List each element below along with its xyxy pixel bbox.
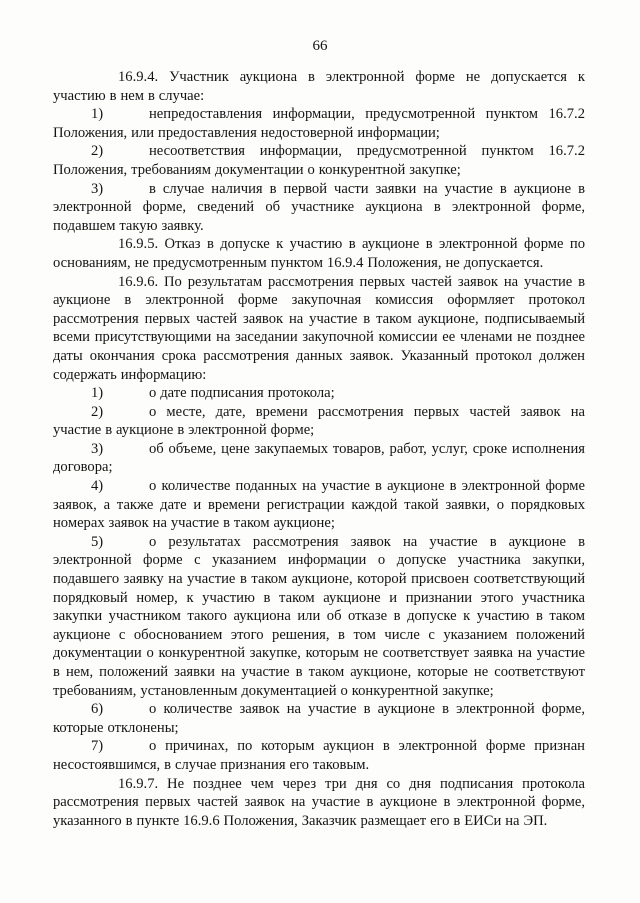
list-item-number: 2) bbox=[91, 143, 104, 160]
list-item-number: 1) bbox=[91, 106, 104, 123]
list-item-number: 7) bbox=[91, 738, 104, 755]
list-item-text: о количестве поданных на участие в аукционе в электронной форме заявок, а также дате и времени регистрации каждой такой заявки, о порядковых номерах заявок на участие в таком аукционе; bbox=[53, 478, 585, 532]
list-item bbox=[53, 700, 585, 737]
list-item-text: о месте, дате, времени рассмотрения первых частей заявок на участие в аукционе в электронной форме; bbox=[53, 403, 585, 439]
list-item-text: о причинах, по которым аукцион в электронной форме признан несостоявшимся, в случае признания его таковым. bbox=[53, 738, 585, 773]
page-number: 66 bbox=[312, 38, 328, 54]
list-item bbox=[53, 105, 585, 142]
clause-16-9-7: 16.9.7. Не позднее чем через три дня со дня подписания протокола рассмотрения первых частей заявок на участие в аукционе в электронной форме, указанного в пункте 16.9.6 Положения, Заказчик размещает его в ЕИСи на ЭП. bbox=[53, 775, 585, 829]
document-body bbox=[53, 68, 585, 830]
clause-16-9-5: 16.9.5. Отказ в допуске к участию в аукционе в электронной форме по основаниям, не предусмотренным пунктом 16.9.4 Положения, не допускается. bbox=[53, 236, 585, 271]
clause-16-9-4: 16.9.4. Участник аукциона в электронной форме не допускается к участию в нем в случае: bbox=[53, 69, 585, 104]
list-item bbox=[53, 384, 585, 403]
list-item-number: 6) bbox=[91, 701, 104, 718]
list-item-number: 5) bbox=[91, 533, 104, 550]
list-item-number: 3) bbox=[91, 180, 104, 197]
list-item-text: о дате подписания протокола; bbox=[149, 385, 335, 402]
list-item bbox=[53, 403, 585, 440]
clause-16-9-6: 16.9.6. По результатам рассмотрения первых частей заявок на участие в аукционе в электронной форме закупочная комиссия оформляет протокол рассмотрения первых частей заявок на участие в таком аукционе, подписываемый всеми присутствующими на заседании закупочной комиссии ее членами не позднее даты окончания срока рассмотрения данных заявок. Указанный протокол должен содержать информацию: bbox=[53, 273, 585, 383]
list-item bbox=[53, 533, 585, 700]
list-item-text: несоответствия информации, предусмотренной пунктом 16.7.2 Положения, требованиям документации о конкурентной закупке; bbox=[53, 143, 585, 178]
list-item-number: 1) bbox=[91, 385, 104, 402]
list-item bbox=[53, 142, 585, 179]
list-item-text: о количестве заявок на участие в аукционе в электронной форме, которые отклонены; bbox=[53, 701, 585, 736]
list-item bbox=[53, 737, 585, 774]
list-item-text: об объеме, цене закупаемых товаров, работ, услуг, сроке исполнения договора; bbox=[53, 440, 585, 476]
list-item-text: непредоставления информации, предусмотренной пунктом 16.7.2 Положения, или предоставления недостоверной информации; bbox=[53, 106, 585, 141]
list-item-number: 4) bbox=[91, 478, 104, 495]
list-item bbox=[53, 477, 585, 533]
list-item bbox=[53, 180, 585, 236]
list-item-number: 2) bbox=[91, 403, 104, 420]
list-item-text: о результатах рассмотрения заявок на участие в аукционе в электронной форме с указанием информации о допуске участника закупки, подавшего заявку на участие в таком аукционе, которой присвоен соответствующий порядковый номер, к участию в таком аукционе и признании этого участника закупки участником такого аукциона или об отказе в допуске к участию в таком аукционе с обоснованием этого решения, в том числе с указанием положений документации о конкурентной закупке, которым не соответствует заявка на участие в нем, положений заявки на участие в таком аукционе, которые не соответствуют требованиям, установленным документацией о конкурентной закупке; bbox=[53, 533, 585, 699]
list-item-number: 3) bbox=[91, 440, 104, 457]
list-item-text: в случае наличия в первой части заявки на участие в аукционе в электронной форме, сведений об участнике аукциона в электронной форме, подавшем такую заявку. bbox=[53, 180, 585, 234]
list-item bbox=[53, 440, 585, 477]
